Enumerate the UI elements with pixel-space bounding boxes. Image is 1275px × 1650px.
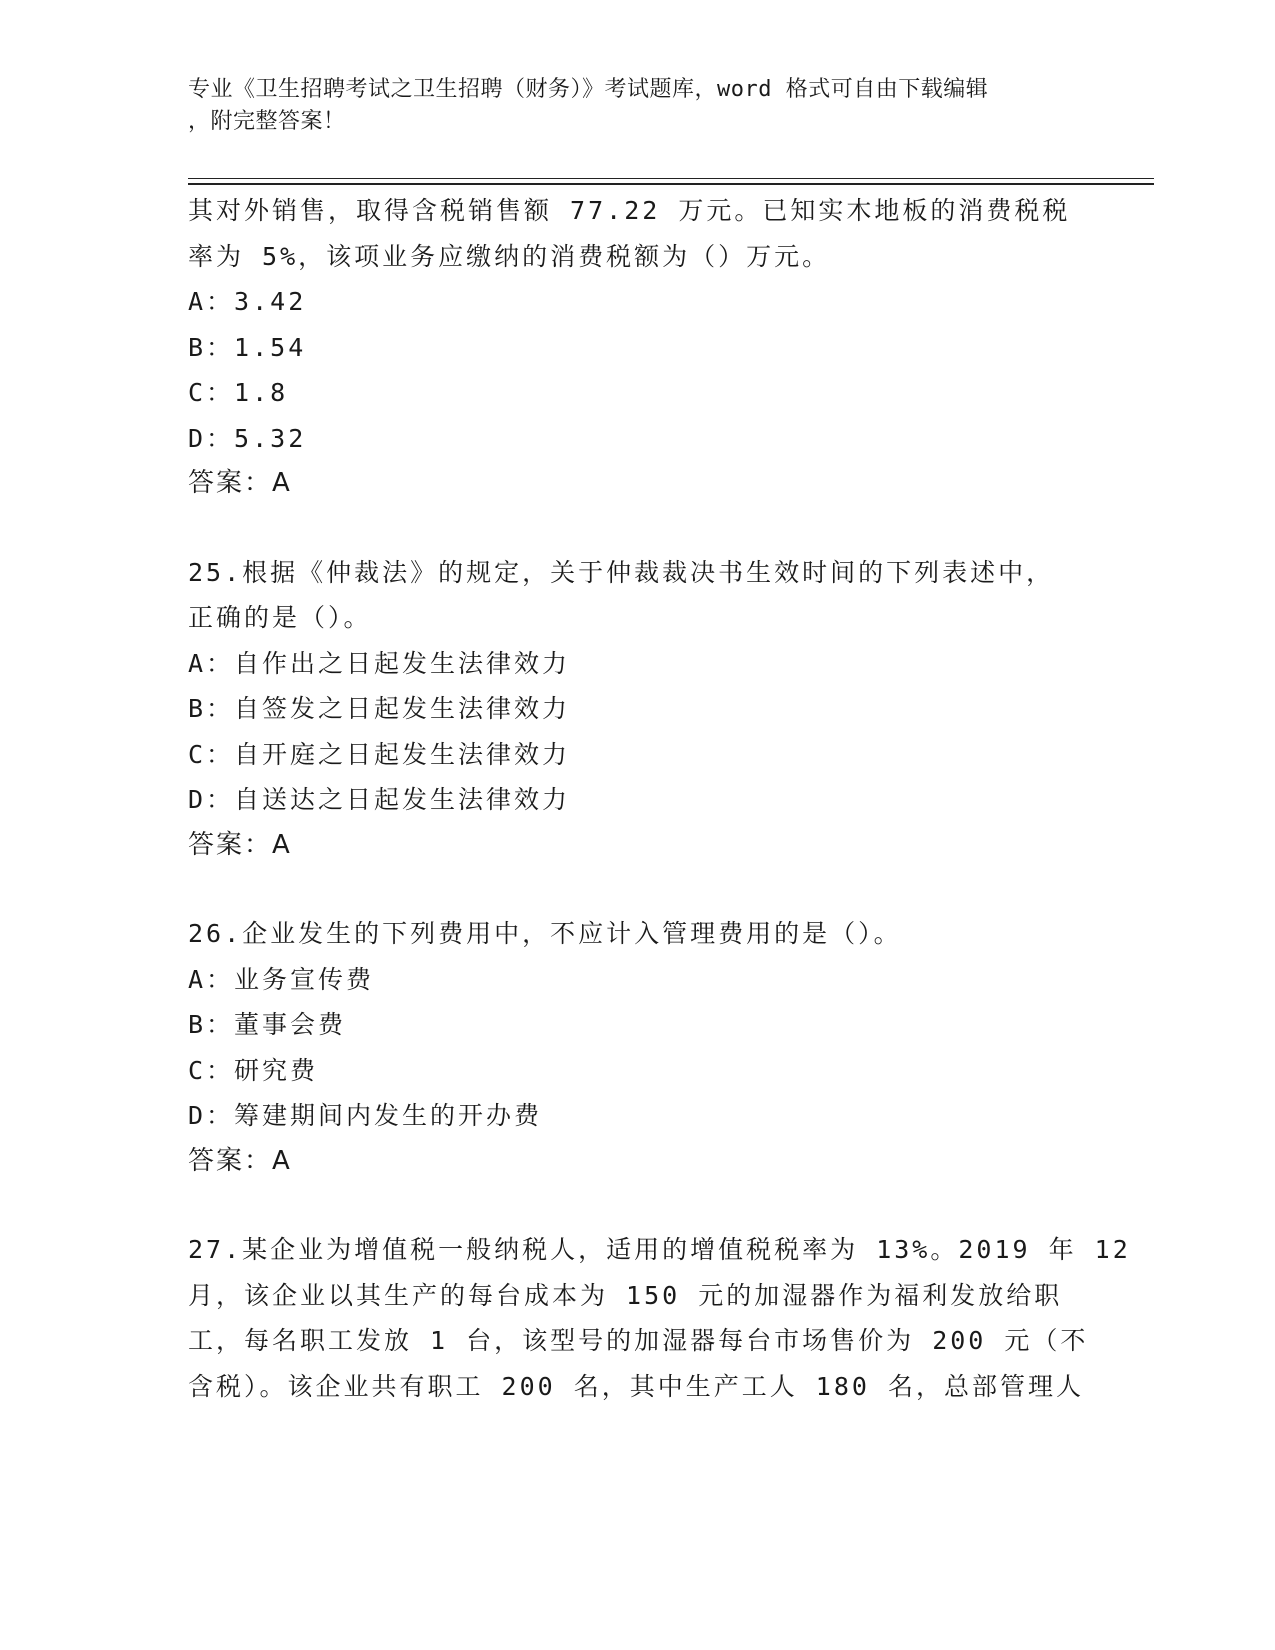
header-title-line-2: ，附完整答案！ [188,109,346,134]
option-d: D：5.32 [188,423,307,453]
question-24 [188,188,1108,507]
option-a: A：3.42 [188,287,307,316]
question-stem-line: 正确的是（）。 [188,603,372,632]
answer-line: 答案：A [188,1145,292,1176]
answer-line: 答案：A [188,829,292,860]
answer-line: 答案：A [188,468,292,498]
question-26 [188,911,1108,1184]
option-c: C：自开庭之日起发生法律效力 [188,739,571,769]
header-title-line-1: 专业《卫生招聘考试之卫生招聘（财务）》考试题库，word 格式可自由下载编辑 [188,77,989,102]
question-stem-line: 含税）。该企业共有职工 200 名，其中生产工人 180 名，总部管理人 [188,1371,1085,1401]
question-stem-line: 月，该企业以其生产的每台成本为 150 元的加湿器作为福利发放给职 [188,1280,1063,1310]
option-b: B：1.54 [188,332,307,362]
question-stem-line: 工，每名职工发放 1 台，该型号的加湿器每台市场售价为 200 元（不 [188,1326,1089,1355]
question-stem-line: 率为 5%，该项业务应缴纳的消费税额为（）万元。 [188,241,831,271]
question-stem-line: 26.企业发生的下列费用中，不应计入管理费用的是（）。 [188,919,902,948]
header-divider-thick [188,183,1154,185]
option-c: C：1.8 [188,378,289,407]
question-spacer [188,868,1108,911]
option-c: C：研究费 [188,1055,319,1085]
question-spacer [188,1184,1108,1227]
option-b: B：董事会费 [188,1010,347,1039]
question-27 [188,1227,1131,1409]
question-stem-line: 27.某企业为增值税一般纳税人，适用的增值税税率为 13%。2019 年 12 [188,1235,1131,1264]
question-stem-line: 25.根据《仲裁法》的规定，关于仲裁裁决书生效时间的下列表述中， [188,557,1055,587]
page-header [188,74,1068,138]
header-divider-thin [188,178,1154,179]
option-a: A：业务宣传费 [188,964,375,994]
question-25 [188,550,1108,869]
question-spacer [188,507,1108,550]
question-stem-line: 其对外销售，取得含税销售额 77.22 万元。已知实木地板的消费税税 [188,196,1071,225]
option-a: A：自作出之日起发生法律效力 [188,648,571,678]
option-d: D：筹建期间内发生的开办费 [188,1101,543,1130]
option-b: B：自签发之日起发生法律效力 [188,694,571,723]
question-list [188,188,1131,1409]
option-d: D：自送达之日起发生法律效力 [188,785,571,814]
